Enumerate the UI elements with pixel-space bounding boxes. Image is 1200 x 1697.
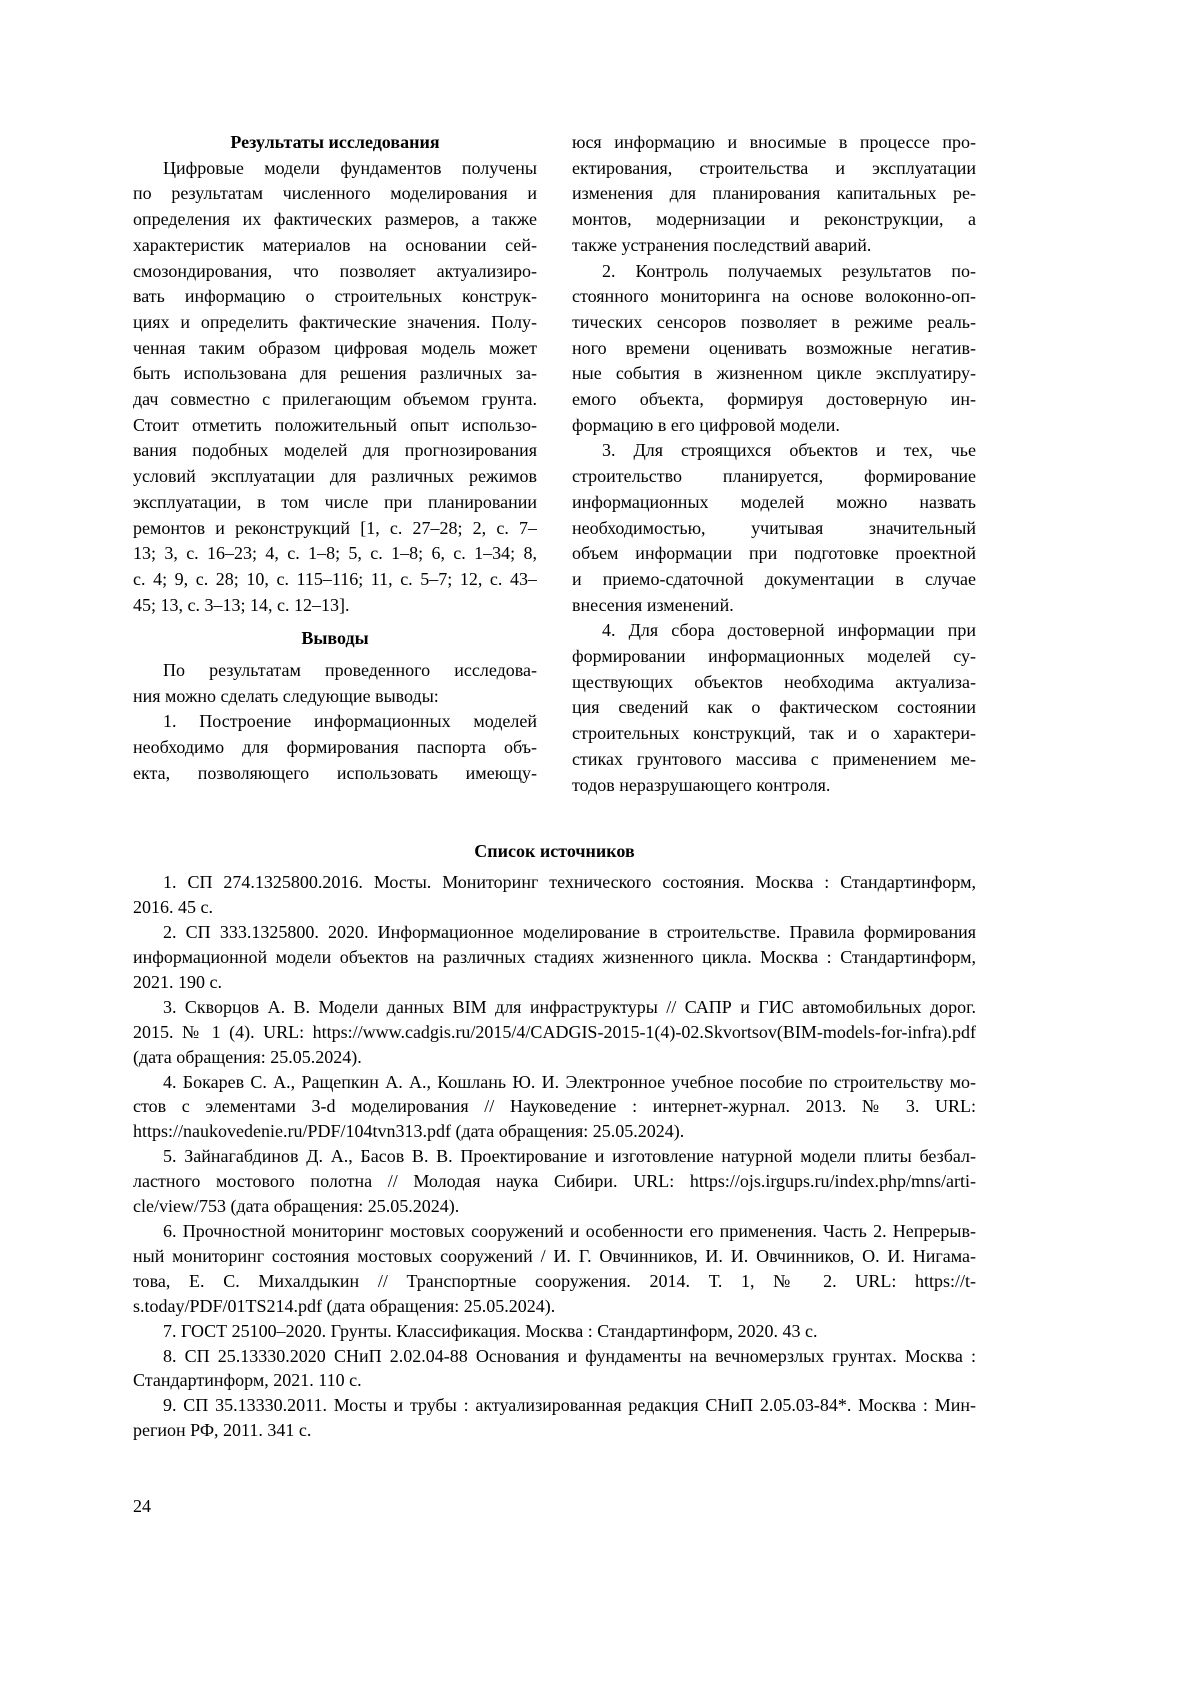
- reference-item: [133, 1393, 976, 1443]
- reference-line: s.today/PDF/01TS214.pdf (дата обращения: 25.05.2024).: [133, 1295, 556, 1316]
- reference-item: [133, 1219, 976, 1319]
- text-line: формировании информационных моделей су-: [572, 646, 976, 667]
- page-number: 24: [133, 1496, 151, 1516]
- reference-line: 2016. 45 с.: [133, 897, 213, 918]
- text-line: ектирования, строительства и эксплуатации: [572, 157, 976, 178]
- text-line: стоянного мониторинга на основе волоконно-оп-: [572, 286, 976, 307]
- text-line: формацию в его цифровой модели.: [572, 414, 840, 435]
- text-line: внесения изменений.: [572, 594, 734, 615]
- section-heading: Результаты исследования: [230, 132, 440, 152]
- reference-line: стов с элементами 3-d моделирования // Науковедение : интернет-журнал. 2013. № 3. URL:: [133, 1096, 976, 1117]
- text-line: смозондирования, что позволяет актуализиро-: [133, 260, 537, 281]
- references-heading: Список источников: [474, 841, 635, 862]
- section-heading: Выводы: [301, 628, 369, 649]
- reference-item: [133, 1319, 976, 1344]
- reference-line: 6. Прочностной мониторинг мостовых сооружений и особенности его применения. Часть 2. Непрерыв-: [163, 1220, 976, 1241]
- text-line: 1. Построение информационных моделей: [163, 711, 537, 732]
- references-section: [133, 838, 976, 1443]
- text-line: Цифровые модели фундаментов получены: [163, 157, 537, 178]
- text-line: характеристик материалов на основании сей-: [133, 234, 537, 255]
- text-line: дач совместно с прилегающим объемом грунта.: [133, 389, 537, 410]
- text-line: 45; 13, с. 3–13; 14, с. 12–13].: [133, 594, 350, 615]
- reference-line: 2015. № 1 (4). URL: https://www.cadgis.ru/2015/4/CADGIS-2015-1(4)-02.Skvortsov(BIM-models-for-infra).pdf: [133, 1021, 976, 1042]
- text-line: быть использована для решения различных за-: [133, 363, 537, 384]
- reference-item: [133, 1070, 976, 1145]
- text-line: емого объекта, формируя достоверную ин-: [572, 389, 976, 410]
- text-line: эксплуатации, в том числе при планировании: [133, 491, 537, 512]
- text-line: ществующих объектов необходима актуализа-: [572, 671, 976, 692]
- text-line: ния можно сделать следующие выводы:: [133, 685, 439, 706]
- reference-line: 2. СП 333.1325800. 2020. Информационное моделирование в строительстве. Правила формирования: [163, 922, 976, 943]
- text-line: Стоит отметить положительный опыт использо-: [133, 414, 537, 435]
- left-column: [133, 130, 537, 798]
- text-line: тодов неразрушающего контроля.: [572, 774, 831, 795]
- text-line: екта, позволяющего использовать имеющу-: [133, 762, 537, 783]
- reference-line: регион РФ, 2011. 341 с.: [133, 1420, 312, 1441]
- text-line: определения их фактических размеров, а также: [133, 209, 537, 230]
- reference-line: 5. Зайнагабдинов Д. А., Басов В. В. Проектирование и изготовление натурной модели плиты безбал-: [163, 1146, 976, 1167]
- text-line: ного времени оценивать возможные негатив-: [572, 337, 976, 358]
- reference-line: 7. ГОСТ 25100–2020. Грунты. Классификация. Москва : Стандартинформ, 2020. 43 с.: [163, 1320, 818, 1341]
- text-line: строительных конструкций, так и о характери-: [572, 723, 976, 744]
- text-line: 4. Для сбора достоверной информации при: [602, 620, 976, 641]
- reference-line: 4. Бокарев С. А., Ращепкин А. А., Кошлань Ю. И. Электронное учебное пособие по строительству мо-: [163, 1071, 976, 1092]
- reference-item: [133, 1144, 976, 1219]
- reference-item: [133, 1344, 976, 1394]
- text-line: 3. Для строящихся объектов и тех, чье: [602, 440, 976, 461]
- reference-item: [133, 920, 976, 995]
- reference-line: https://naukovedenie.ru/PDF/104tvn313.pdf (дата обращения: 25.05.2024).: [133, 1121, 685, 1142]
- text-line: информационных моделей можно назвать: [572, 491, 976, 512]
- text-line: циях и определить фактические значения. Полу-: [133, 311, 537, 332]
- text-line: также устранения последствий аварий.: [572, 234, 872, 255]
- text-line: изменения для планирования капитальных ре-: [572, 183, 976, 204]
- reference-line: 9. СП 35.13330.2011. Мосты и трубы : актуализированная редакция СНиП 2.05.03-84*. Москва : Мин-: [163, 1395, 976, 1416]
- reference-item: [133, 995, 976, 1070]
- text-line: ремонтов и реконструкций [1, с. 27–28; 2, с. 7–: [133, 517, 537, 538]
- right-column: [572, 130, 976, 798]
- reference-line: 1. СП 274.1325800.2016. Мосты. Мониторинг технического состояния. Москва : Стандартинформ,: [163, 872, 976, 893]
- text-line: По результатам проведенного исследова-: [163, 660, 537, 681]
- text-line: ченная таким образом цифровая модель может: [133, 337, 537, 358]
- text-line: объем информации при подготовке проектной: [572, 543, 976, 564]
- text-line: стиках грунтового массива с применением ме-: [572, 748, 976, 769]
- reference-line: 2021. 190 с.: [133, 971, 222, 992]
- references-list: [133, 870, 976, 1443]
- text-line: условий эксплуатации для различных режимов: [133, 466, 537, 487]
- reference-line: ластного мостового полотна // Молодая наука Сибири. URL: https://ojs.irgups.ru/index.php/mns/arti-: [133, 1171, 976, 1192]
- text-line: ные события в жизненном цикле эксплуатиру-: [572, 363, 976, 384]
- reference-line: cle/view/753 (дата обращения: 25.05.2024).: [133, 1196, 460, 1217]
- text-line: юся информацию и вносимые в процессе про-: [572, 132, 976, 152]
- text-line: ция сведений как о фактическом состоянии: [572, 697, 976, 718]
- text-line: и приемо-сдаточной документации в случае: [572, 568, 976, 589]
- text-line: вать информацию о строительных конструк-: [133, 286, 537, 307]
- text-line: необходимо для формирования паспорта объ-: [133, 737, 537, 758]
- text-line: вания подобных моделей для прогнозирования: [133, 440, 537, 461]
- reference-item: [133, 870, 976, 920]
- text-line: 2. Контроль получаемых результатов по-: [602, 260, 976, 281]
- text-line: тических сенсоров позволяет в режиме реаль-: [572, 311, 976, 332]
- text-line: необходимостью, учитывая значительный: [572, 517, 976, 538]
- text-line: 13; 3, с. 16–23; 4, с. 1–8; 5, с. 1–8; 6, с. 1–34; 8,: [133, 543, 537, 564]
- reference-line: 8. СП 25.13330.2020 СНиП 2.02.04-88 Основания и фундаменты на вечномерзлых грунтах. Москва :: [163, 1345, 976, 1366]
- reference-line: това, Е. С. Михалдыкин // Транспортные сооружения. 2014. Т. 1, № 2. URL: https://t-: [133, 1270, 976, 1291]
- page-content: [133, 130, 976, 1443]
- reference-line: ный мониторинг состояния мостовых сооружений / И. Г. Овчинников, И. И. Овчинников, О. И. Нигама-: [133, 1245, 976, 1266]
- text-line: строительство планируется, формирование: [572, 466, 976, 487]
- reference-line: (дата обращения: 25.05.2024).: [133, 1046, 362, 1067]
- two-column-text-block: [133, 130, 976, 798]
- text-line: по результатам численного моделирования и: [133, 183, 537, 204]
- reference-line: информационной модели объектов на различных стадиях жизненного цикла. Москва : Стандартинформ,: [133, 947, 976, 967]
- reference-line: Стандартинформ, 2021. 110 с.: [133, 1370, 362, 1391]
- reference-line: 3. Скворцов А. В. Модели данных BIM для инфраструктуры // САПР и ГИС автомобильных дорог.: [163, 996, 976, 1017]
- text-line: монтов, модернизации и реконструкции, а: [572, 209, 976, 230]
- text-line: с. 4; 9, с. 28; 10, с. 115–116; 11, с. 5–7; 12, с. 43–: [133, 568, 537, 589]
